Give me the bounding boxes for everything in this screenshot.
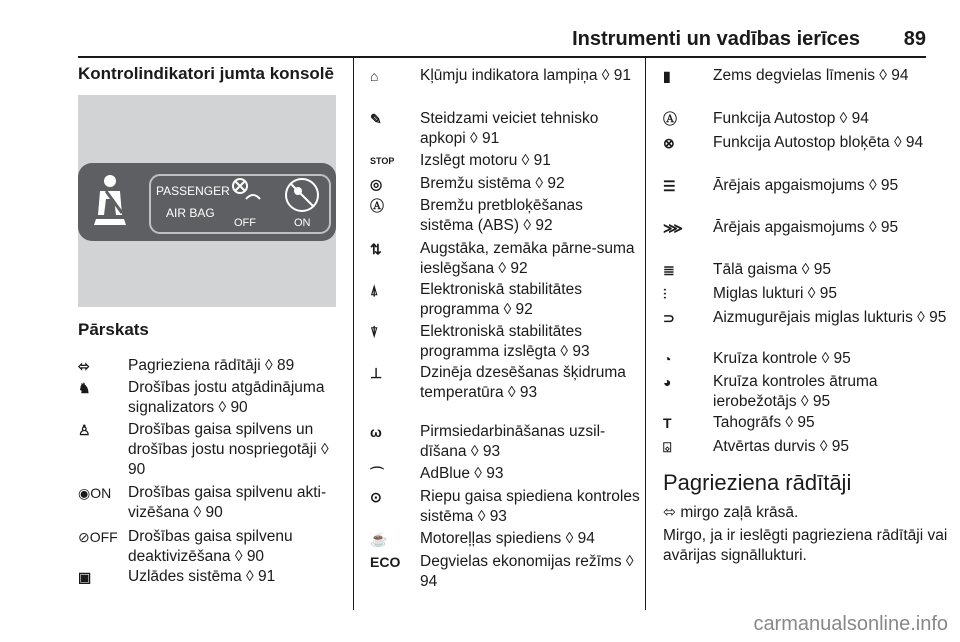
indicator-label: Drošības gaisa spilvens un drošības jostu nospriegotāji ◊ 90 <box>128 421 329 478</box>
page-ref-icon: ◊ <box>523 217 536 234</box>
page-ref[interactable]: 95 <box>833 350 851 367</box>
gear-shift-icon: ⇅ <box>370 241 382 257</box>
page-ref-icon: ◊ <box>868 177 881 194</box>
rear-fog-icon: ⊃ <box>663 310 675 326</box>
indicator-label: Drošības jostu atgādinājuma signalizators ◊ 90 <box>128 379 325 416</box>
page-title: Instrumenti un vadības ierīces <box>572 28 860 50</box>
oil-icon: ☕ <box>370 531 388 547</box>
indicator-entry <box>370 109 640 149</box>
page-ref-icon: ◊ <box>893 134 906 151</box>
esp-icon: ⍋ <box>370 282 379 298</box>
airbag-off-icon: ⊘OFF <box>78 529 118 545</box>
page-ref[interactable]: 94 <box>420 573 438 590</box>
turn-signal-line-1 <box>663 503 960 523</box>
indicator-entry <box>663 176 953 196</box>
header-rule <box>78 56 926 58</box>
page-ref[interactable]: 93 <box>486 465 504 482</box>
turn-signal-line-1-text: mirgo zaļā krāsā. <box>680 504 799 521</box>
roof-console-illustration <box>78 95 336 307</box>
page-ref[interactable]: 94 <box>851 110 869 127</box>
page-ref[interactable]: 93 <box>519 384 538 401</box>
page-ref[interactable]: 95 <box>929 309 947 326</box>
indicator-entry <box>663 260 953 280</box>
indicator-entry <box>663 109 953 129</box>
indicator-label: Dzinēja dzesēšanas šķidruma temperatūra ◊ 93 <box>420 364 626 401</box>
indicator-label: Pirmsiedarbināšanas uzsil-dīšana ◊ 93 <box>420 423 606 460</box>
indicator-entry <box>663 308 953 328</box>
indicator-label: Drošības gaisa spilvenu akti-vizēšana ◊ 90 <box>128 484 327 521</box>
page-ref-icon: ◊ <box>565 530 578 547</box>
brake-icon: ◎ <box>370 176 383 192</box>
page-ref[interactable]: 90 <box>230 399 248 416</box>
page-ref[interactable]: 89 <box>276 357 295 374</box>
indicator-label: Bremžu sistēma ◊ 92 <box>420 175 565 192</box>
page-ref[interactable]: 93 <box>572 343 590 360</box>
page-ref-icon: ◊ <box>821 350 834 367</box>
indicator-label: Drošības gaisa spilvenu deaktivizēšana ◊ 90 <box>128 528 293 565</box>
page-ref-icon: ◊ <box>801 261 814 278</box>
page-ref[interactable]: 95 <box>812 393 831 410</box>
page-ref-icon: ◊ <box>474 465 487 482</box>
indicator-label: Augstāka, zemāka pārne-suma ieslēgšana ◊ 92 <box>420 240 635 277</box>
indicator-entry <box>78 356 348 376</box>
malfunction-icon: ⌂ <box>370 68 379 84</box>
adblue-icon: ⌒ <box>370 466 384 482</box>
indicator-entry <box>370 422 640 462</box>
indicator-entry <box>370 239 640 279</box>
indicator-label: Tahogrāfs ◊ 95 <box>713 414 815 431</box>
turn-signal-icon: ⬄ <box>78 358 90 374</box>
page-ref[interactable]: 94 <box>905 134 924 151</box>
indicator-entry <box>370 322 640 362</box>
page-ref-icon: ◊ <box>246 568 258 585</box>
seatbelt-icon: ♞ <box>78 380 91 396</box>
overview-title: Pārskats <box>78 320 149 339</box>
indicator-entry <box>663 66 953 86</box>
page-ref[interactable]: 90 <box>246 548 265 565</box>
page-ref[interactable]: 92 <box>547 175 565 192</box>
page-ref-icon: ◊ <box>839 110 852 127</box>
airbag-on-icon: ◉ON <box>78 485 112 501</box>
page-ref[interactable]: 91 <box>613 67 632 84</box>
turn-signal-line-2: Mirgo, ja ir ieslēgti pagrieziena rādītāji vai avārijas signāllukturi. <box>663 527 948 564</box>
section-title: Kontrolindikatori jumta konsolē <box>78 64 334 83</box>
glow-plug-icon: ω <box>370 424 382 440</box>
indicator-entry <box>370 66 640 86</box>
indicator-label: Aizmugurējais miglas lukturis ◊ 95 <box>713 309 947 326</box>
page-number: 89 <box>903 28 926 50</box>
indicator-label: Izslēgt motoru ◊ 91 <box>420 152 551 169</box>
page-ref-icon: ◊ <box>785 414 798 431</box>
coolant-icon: ⊥ <box>370 365 383 381</box>
page-ref-icon: ◊ <box>521 152 534 169</box>
page-ref[interactable]: 90 <box>205 504 223 521</box>
page-ref[interactable]: 94 <box>577 530 595 547</box>
page-ref-icon: ◊ <box>507 384 520 401</box>
indicator-entry <box>663 372 953 412</box>
indicator-entry <box>370 174 640 194</box>
roof-console-image <box>78 95 336 307</box>
page-ref-icon: ◊ <box>503 301 516 318</box>
indicator-entry <box>78 483 348 523</box>
indicator-entry <box>370 529 640 549</box>
indicator-label: Atvērtas durvis ◊ 95 <box>713 438 850 455</box>
page-ref-icon: ◊ <box>560 343 573 360</box>
page-ref-icon: ◊ <box>477 508 490 525</box>
tyre-pressure-icon: ⊙ <box>370 489 382 505</box>
column-divider-2 <box>645 58 646 610</box>
page-ref-icon: ◊ <box>469 130 482 147</box>
tachograph-icon: T <box>663 415 672 431</box>
airbag-on-label: ON <box>294 217 311 229</box>
turn-signal-heading: Pagrieziena rādītāji <box>663 470 852 495</box>
indicator-label: Kruīza kontrole ◊ 95 <box>713 350 851 367</box>
page-ref-icon: ◊ <box>193 504 206 521</box>
indicator-label: Elektroniskā stabilitātes programma izslēgta ◊ 93 <box>420 323 590 360</box>
cruise-icon: ◔ <box>663 351 672 367</box>
indicator-entry <box>78 378 348 418</box>
indicator-entry <box>663 349 953 369</box>
turn-signal-icon: ⬄ <box>663 504 676 521</box>
page-ref[interactable]: 92 <box>510 260 528 277</box>
page-ref-icon: ◊ <box>321 441 329 458</box>
page-ref[interactable]: 95 <box>819 285 837 302</box>
page-ref-icon: ◊ <box>234 548 247 565</box>
speed-limiter-icon: ◕ <box>663 374 672 390</box>
page-ref[interactable]: 95 <box>880 219 899 236</box>
indicator-label: Kruīza kontroles ātruma ierobežotājs ◊ 95 <box>713 373 878 410</box>
column-divider-1 <box>353 58 354 610</box>
page-ref-icon: ◊ <box>498 260 511 277</box>
page-ref[interactable]: 93 <box>489 508 507 525</box>
indicator-entry <box>370 487 640 527</box>
fuel-icon: ▮ <box>663 68 671 84</box>
page-ref[interactable]: 95 <box>813 261 831 278</box>
page-ref[interactable]: 91 <box>257 568 276 585</box>
indicator-label: Steidzami veiciet tehnisko apkopi ◊ 91 <box>420 110 599 147</box>
battery-icon: ▣ <box>78 569 92 585</box>
indicator-entry <box>370 464 640 484</box>
stop-icon: STOP <box>370 156 395 166</box>
indicator-label: Funkcija Autostop bloķēta ◊ 94 <box>713 134 924 151</box>
page-ref-icon: ◊ <box>218 399 231 416</box>
indicator-label: Funkcija Autostop ◊ 94 <box>713 110 869 127</box>
indicator-label: Motoreļļas spiediens ◊ 94 <box>420 530 595 547</box>
indicator-label: Tālā gaisma ◊ 95 <box>713 261 831 278</box>
esp-off-icon: ⍒ <box>370 324 379 340</box>
footer-watermark: carmanualsonline.info <box>753 613 948 635</box>
indicator-entry <box>370 151 640 171</box>
indicator-entry <box>663 284 953 304</box>
indicator-entry <box>663 437 953 457</box>
page-ref-icon: ◊ <box>470 443 483 460</box>
page-ref[interactable]: 95 <box>880 177 899 194</box>
page-ref[interactable]: 91 <box>481 130 500 147</box>
page-header <box>78 24 926 56</box>
autostop-blocked-icon: ⊗ <box>663 135 675 151</box>
indicator-label: Degvielas ekonomijas režīms ◊ 94 <box>420 553 634 590</box>
indicator-entry <box>370 280 640 320</box>
indicator-label: Miglas lukturi ◊ 95 <box>713 285 837 302</box>
page-ref-icon: ◊ <box>879 67 892 84</box>
abs-icon: Ⓐ <box>370 198 384 214</box>
page-ref-icon: ◊ <box>265 357 277 374</box>
page-ref[interactable]: 91 <box>533 152 551 169</box>
indicator-label: Pagrieziena rādītāji ◊ 89 <box>128 357 295 374</box>
indicator-label: Zems degvielas līmenis ◊ 94 <box>713 67 909 84</box>
indicator-label: Uzlādes sistēma ◊ 91 <box>128 568 276 585</box>
page-ref-icon: ◊ <box>807 285 820 302</box>
airbag-label: AIR BAG <box>166 206 215 220</box>
indicator-entry <box>370 196 640 236</box>
page-ref-icon: ◊ <box>800 393 813 410</box>
airbag-off-label: OFF <box>234 217 256 229</box>
page-ref-icon: ◊ <box>819 438 832 455</box>
indicator-entry <box>663 413 953 433</box>
indicator-label: Riepu gaisa spiediena kontroles sistēma ◊ 93 <box>420 488 640 525</box>
page-ref-icon: ◊ <box>625 553 634 570</box>
indicator-label: Ārējais apgaismojums ◊ 95 <box>713 219 899 236</box>
side-light-icon: ⋙ <box>663 220 683 236</box>
indicator-label: Kļūmju indikatora lampiņa ◊ 91 <box>420 67 632 84</box>
airbag-icon: ♙ <box>78 422 91 438</box>
exterior-light-icon: ☰ <box>663 178 676 194</box>
page-ref-icon: ◊ <box>868 219 881 236</box>
fog-light-icon: ⫶ <box>663 286 667 302</box>
indicator-entry <box>663 218 953 238</box>
indicator-entry <box>78 567 348 587</box>
indicator-label: Ārējais apgaismojums ◊ 95 <box>713 177 899 194</box>
page-ref[interactable]: 95 <box>831 438 850 455</box>
page-ref[interactable]: 93 <box>482 443 501 460</box>
page-ref[interactable]: 92 <box>515 301 533 318</box>
page-ref[interactable]: 94 <box>891 67 909 84</box>
high-beam-icon: ≣ <box>663 262 675 278</box>
page-ref[interactable]: 95 <box>797 414 815 431</box>
indicator-label: AdBlue ◊ 93 <box>420 465 504 482</box>
page-ref[interactable]: 92 <box>535 217 553 234</box>
page-ref-icon: ◊ <box>601 67 614 84</box>
indicator-entry <box>78 420 348 480</box>
indicator-label: Bremžu pretbloķēšanas sistēma (ABS) ◊ 92 <box>420 197 583 234</box>
eco-icon: ECO <box>370 554 401 570</box>
wrench-icon: ✎ <box>370 111 382 127</box>
indicator-label: Elektroniskā stabilitātes programma ◊ 92 <box>420 281 582 318</box>
autostop-icon: Ⓐ <box>663 111 677 127</box>
indicator-entry <box>663 133 953 153</box>
page-ref-icon: ◊ <box>917 309 930 326</box>
page-ref-icon: ◊ <box>535 175 548 192</box>
page-ref[interactable]: 90 <box>128 461 146 478</box>
indicator-entry <box>370 552 640 592</box>
indicator-entry <box>370 363 640 403</box>
indicator-entry <box>78 527 348 567</box>
door-open-icon: ⌺ <box>663 439 672 455</box>
passenger-label: PASSENGER <box>156 184 230 198</box>
